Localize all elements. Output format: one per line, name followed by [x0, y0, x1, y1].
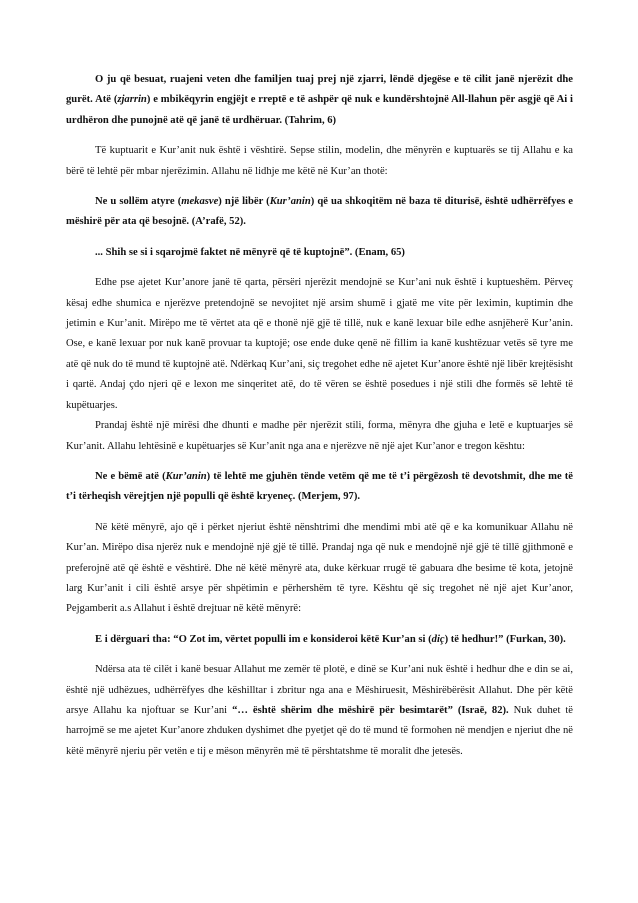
- text-run: Ne u sollëm atyre (: [95, 196, 182, 208]
- text-run: Edhe pse ajetet Kur’anore janë të qarta, përsëri njerëzit mendojnë se Kur’ani nuk është i kuptueshëm. Përveç kësaj edhe shumica e njerëzve pretendojnë se nevojitet një arsim shumë i gjatë me vite për leximin, kuptimin dhe jetimin e Kur’anit. Mirëpo me të vërtet ata që e thonë një gjë të tillë, nuk e kanë lexuar bile edhe asnjëherë Kur’anin. Ose, e kanë lexuar por nuk kanë provuar ta kuptojë; ose ende duke qenë në fillim ia kanë kushtëzuar vetës së tyre me atë që nuk do të mund të kuptojnë atë. Ndërkaq Kur’ani, siç tregohet edhe në ajetet Kur’anore është një libër krejtësisht i qartë. Andaj çdo njeri që e lexon me sinqeritet atë, do të vëren se është posedues i një stili dhe formës së lehtë të kupëtuarjes.: [66, 277, 573, 411]
- verse-tahrim-6: [66, 70, 573, 131]
- text-run: Në këtë mënyrë, ajo që i përket njeriut është nënshtrimi dhe mendimi mbi atë që e ka komunikuar Allahu në Kur’an. Mirëpo disa njerëz nuk e mendojnë një gjë të tillë. Prandaj nga që nuk e mendojnë një gjë të tillë gjithmonë e preferojnë atë që është e vështirë. Dhe në këtë mënyrë ata, duke kërkuar rrugë të gabuara dhe besime të kota, jetojnë larg Kur’anit i cili është arsye për shpëtimin e përhershëm të tyre. Kështu që siç tregohet në një ajet Kur’anor, Pejgamberit a.s Allahut i është drejtuar në këtë mënyrë:: [66, 521, 573, 615]
- text-run: Të kuptuarit e Kur’anit nuk është i vështirë. Sepse stilin, modelin, dhe mënyrën e kuptuarës se tij Allahu e ka bërë të lehtë për mbar njerëzimin. Allahu në lidhje me këtë në Kur’an thotë:: [66, 145, 573, 177]
- text-run: O ju që besuat, ruajeni veten dhe familjen tuaj prej një zjarri, lëndë djegëse e të cilit janë njerëzit dhe gurët. Atë (: [66, 74, 573, 106]
- text-run: Ndërsa ata të cilët i kanë besuar Allahut me zemër të plotë, e dinë se Kur’ani nuk është i hedhur dhe e din se ai, është një udhëzues, udhërrëfyes dhe këshilltar i zbritur nga ana e Mëshiruesit, Mëshirëbërësit Allahut. Dhe për këtë arsye Allahu ka njoftuar se Kur’ani: [66, 664, 573, 716]
- verse-furkan-30: [66, 630, 573, 650]
- italic-run: Kur’anin: [165, 470, 207, 482]
- italic-run: mekasve: [181, 196, 219, 208]
- text-run: Nuk duhet të harrojmë se me ajetet Kur’anore zhduken dyshimet dhe pyetjet që do të mund të formohen në mendjen e njeriut dhe në këtë mënyrë njeriu për vetën e tij e mëson mënyrën më të përshtatshme të moralit dhe jetesës.: [66, 704, 573, 757]
- verse-merjem-97: [66, 467, 573, 508]
- italic-run: diç: [431, 633, 445, 645]
- text-run: ... Shih se si i sqarojmë faktet në mënyrë që të kuptojnë”. (Enam, 65): [95, 246, 405, 258]
- text-run: Ne e bëmë atë (: [95, 470, 166, 482]
- body-paragraph: [66, 416, 573, 457]
- text-run: ) një libër (: [218, 196, 270, 208]
- text-run: E i dërguari tha: “O Zot im, vërtet populli im e konsideroi këtë Kur’an si (: [95, 633, 432, 645]
- body-paragraph: [66, 660, 573, 762]
- text-run: ) të hedhur!” (Furkan, 30).: [444, 633, 566, 645]
- body-paragraph: [66, 273, 573, 416]
- verse-arafe-52: [66, 192, 573, 233]
- body-paragraph: [66, 518, 573, 620]
- text-run: Prandaj është një mirësi dhe dhunti e madhe për njerëzit stili, forma, mënyra dhe gjuha e letë e kuptuarjes së Kur’anit. Allahu lehtësinë e kupëtuarjes së Kur’anit nga ana e njerëzve në një ajet Kur’anor e tregon kështu:: [66, 420, 573, 452]
- document-page: [66, 70, 573, 772]
- italic-run: zjarrin: [117, 94, 147, 106]
- text-run: ) që ua shkoqitëm në baza të diturisë, është udhërrëfyes e mëshirë për ata që besojnë. (A’rafë, 52).: [66, 196, 573, 228]
- text-run: ) e mbikëqyrin engjëjt e rreptë e të ashpër që nuk e kundërshtojnë All-llahun për asgjë që Ai i urdhëron dhe punojnë atë që janë të urdhëruar. (Tahrim, 6): [66, 94, 573, 126]
- body-paragraph: [66, 141, 573, 182]
- text-run: ) të lehtë me gjuhën tënde vetëm që me të t’i përgëzosh të devotshmit, dhe me të t’i tërheqish vërejtjen një populli që është kryeneç. (Merjem, 97).: [66, 470, 574, 503]
- italic-run: Kur’anin: [269, 196, 311, 208]
- bold-quote-run: “… është shërim dhe mëshirë për besimtarët” (Israë, 82).: [232, 704, 509, 716]
- verse-enam-65: [66, 243, 573, 263]
